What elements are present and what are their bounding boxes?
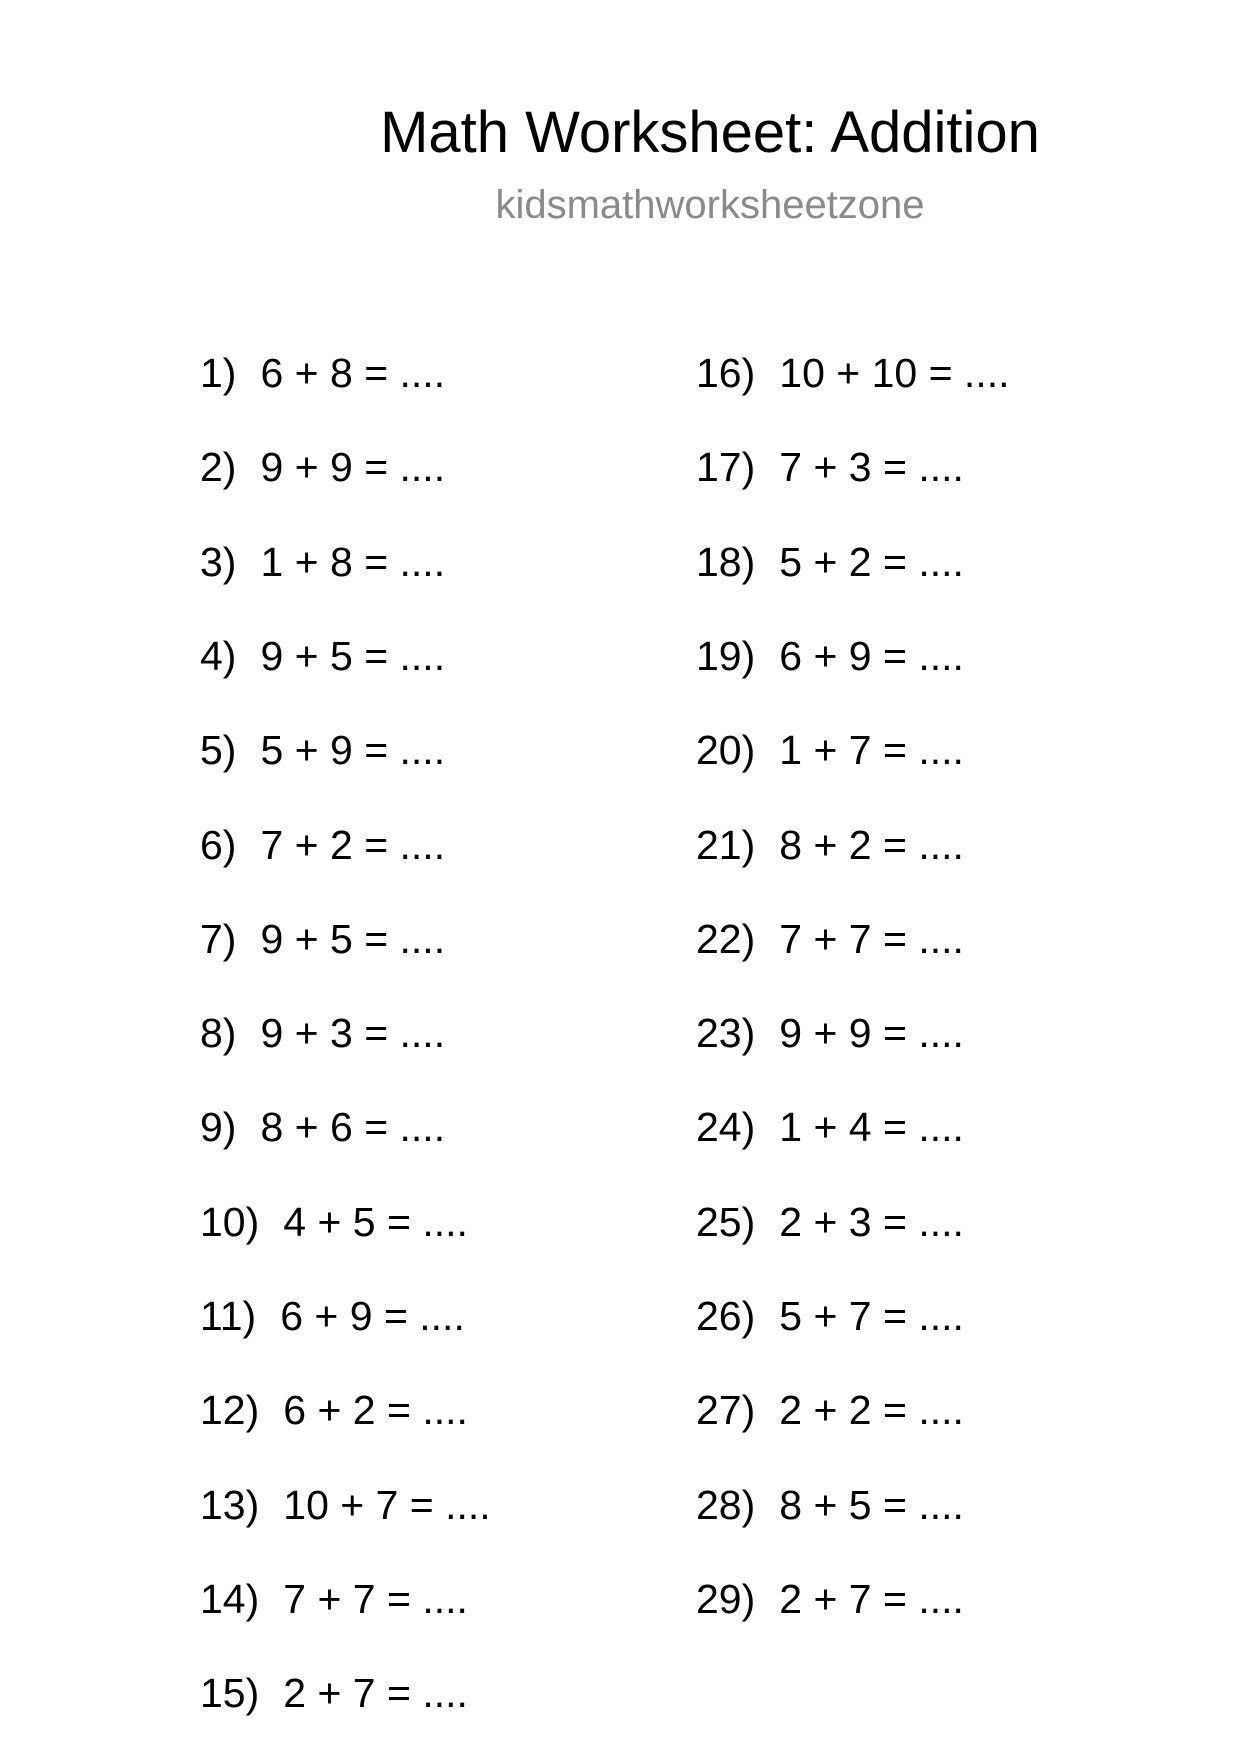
- problem-number: 18): [696, 538, 756, 585]
- worksheet-title: Math Worksheet: Addition: [380, 100, 1040, 165]
- problem-number: 19): [696, 632, 756, 679]
- problem-number: 17): [696, 444, 756, 491]
- problem-number: 7): [200, 915, 237, 962]
- problem-number: 13): [200, 1481, 260, 1528]
- problem-expression: 7 + 2 = ....: [260, 821, 446, 868]
- problem-number: 14): [200, 1575, 260, 1622]
- problem-expression: 9 + 3 = ....: [260, 1010, 446, 1057]
- problem-expression: 5 + 9 = ....: [260, 727, 446, 774]
- problem-item: [696, 348, 1010, 398]
- problem-item: [696, 1197, 964, 1247]
- problem-expression: 6 + 9 = ....: [779, 632, 964, 679]
- problem-item: [200, 1291, 465, 1341]
- problem-number: 27): [696, 1387, 756, 1434]
- problem-item: [200, 1102, 445, 1152]
- problem-expression: 5 + 2 = ....: [779, 538, 964, 585]
- problem-number: 28): [696, 1481, 756, 1528]
- problem-expression: 5 + 7 = ....: [779, 1293, 964, 1339]
- problem-expression: 2 + 7 = ....: [283, 1670, 468, 1717]
- problem-expression: 7 + 7 = ....: [779, 915, 964, 962]
- problem-expression: 6 + 8 = ....: [260, 350, 446, 396]
- problem-number: 16): [696, 350, 756, 396]
- problem-item: [696, 914, 964, 964]
- problem-expression: 9 + 9 = ....: [260, 444, 446, 491]
- problem-number: 15): [200, 1670, 260, 1717]
- problem-item: [200, 537, 445, 587]
- problem-number: 11): [200, 1293, 257, 1339]
- problem-item: [200, 914, 445, 964]
- problem-item: [200, 725, 445, 775]
- problem-item: [696, 1480, 964, 1530]
- problem-number: 22): [696, 915, 756, 962]
- problem-number: 1): [200, 350, 237, 396]
- problem-expression: 10 + 7 = ....: [283, 1481, 491, 1528]
- problem-item: [696, 1102, 964, 1152]
- problem-number: 29): [696, 1575, 756, 1622]
- problem-number: 2): [200, 444, 237, 491]
- worksheet-subtitle: kidsmathworksheetzone: [495, 183, 925, 227]
- problem-expression: 9 + 9 = ....: [779, 1010, 964, 1057]
- problem-item: [200, 1480, 491, 1530]
- problem-number: 5): [200, 727, 237, 774]
- problem-item: [696, 725, 964, 775]
- problem-expression: 1 + 8 = ....: [260, 538, 446, 585]
- problem-expression: 2 + 2 = ....: [779, 1387, 964, 1434]
- problem-expression: 7 + 3 = ....: [779, 444, 964, 491]
- problem-item: [200, 631, 445, 681]
- problem-item: [696, 820, 964, 870]
- problem-item: [200, 442, 445, 492]
- problem-expression: 2 + 3 = ....: [779, 1198, 964, 1245]
- problem-number: 4): [200, 632, 237, 679]
- problem-item: [200, 348, 445, 398]
- problem-expression: 2 + 7 = ....: [779, 1575, 964, 1622]
- problem-number: 12): [200, 1387, 260, 1434]
- problem-expression: 8 + 2 = ....: [779, 821, 964, 868]
- problem-expression: 9 + 5 = ....: [260, 632, 446, 679]
- problem-number: 24): [696, 1104, 756, 1151]
- problem-item: [696, 1291, 964, 1341]
- problem-expression: 1 + 7 = ....: [779, 727, 964, 774]
- problem-expression: 8 + 6 = ....: [260, 1104, 446, 1151]
- problem-number: 21): [696, 821, 756, 868]
- problem-number: 10): [200, 1198, 260, 1245]
- problem-item: [200, 820, 445, 870]
- problem-item: [200, 1668, 468, 1718]
- problem-expression: 4 + 5 = ....: [283, 1198, 468, 1245]
- problem-number: 8): [200, 1010, 237, 1057]
- problem-number: 25): [696, 1198, 756, 1245]
- problem-number: 6): [200, 821, 237, 868]
- problem-number: 3): [200, 538, 237, 585]
- problem-expression: 7 + 7 = ....: [283, 1575, 468, 1622]
- problem-expression: 9 + 5 = ....: [260, 915, 446, 962]
- problem-expression: 6 + 9 = ....: [280, 1293, 465, 1339]
- problem-number: 20): [696, 727, 756, 774]
- problem-item: [696, 1385, 964, 1435]
- problem-item: [696, 537, 964, 587]
- problem-expression: 8 + 5 = ....: [779, 1481, 964, 1528]
- problem-item: [696, 631, 964, 681]
- problem-expression: 1 + 4 = ....: [779, 1104, 964, 1151]
- problem-item: [696, 1574, 964, 1624]
- problem-number: 23): [696, 1010, 756, 1057]
- problem-item: [200, 1385, 468, 1435]
- problem-expression: 6 + 2 = ....: [283, 1387, 468, 1434]
- problem-number: 26): [696, 1293, 756, 1339]
- problem-item: [200, 1197, 468, 1247]
- problem-number: 9): [200, 1104, 237, 1151]
- problem-item: [200, 1574, 468, 1624]
- problem-item: [696, 442, 964, 492]
- problem-item: [696, 1008, 964, 1058]
- problem-expression: 10 + 10 = ....: [779, 350, 1010, 396]
- problem-item: [200, 1008, 445, 1058]
